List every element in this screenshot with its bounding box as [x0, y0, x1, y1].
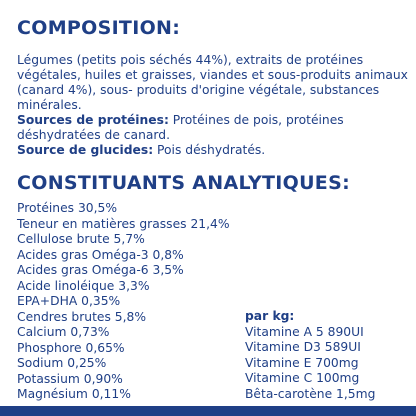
protein-sources	[17, 113, 409, 143]
glucide-source-label: Source de glucides:	[17, 143, 154, 157]
constituant-item: Acides gras Oméga-6 3,5%	[17, 263, 184, 277]
bottom-bar	[0, 406, 416, 416]
glucide-source	[17, 143, 409, 158]
constituant-item: Protéines 30,5%	[17, 201, 118, 215]
vitamin-item: Bêta-carotène 1,5mg	[245, 386, 376, 401]
vitamins-label: par kg:	[245, 309, 295, 323]
vitamin-item: Vitamine C 100mg	[245, 371, 360, 385]
constituants-list	[17, 201, 230, 403]
constituant-item: Phosphore 0,65%	[17, 340, 125, 355]
constituant-item: EPA+DHA 0,35%	[17, 294, 121, 308]
constituant-item: Sodium 0,25%	[17, 356, 107, 370]
constituant-item: Magnésium 0,11%	[17, 387, 131, 401]
constituant-item: Cellulose brute 5,7%	[17, 232, 145, 246]
constituant-item: Potassium 0,90%	[17, 371, 123, 386]
glucide-source-value: Pois déshydratés.	[153, 143, 266, 157]
constituant-item: Teneur en matières grasses 21,4%	[17, 216, 230, 231]
constituant-item: Calcium 0,73%	[17, 325, 110, 339]
ingredients-text: Légumes (petits pois séchés 44%), extraits de protéines végétales, huiles et graisses, viandes et sous-produits animaux (canard 4%), sous- produits d'origine végétale, substances minérales.	[17, 53, 408, 112]
constituants-heading: CONSTITUANTS ANALYTIQUES:	[17, 172, 350, 194]
composition-heading: COMPOSITION:	[17, 17, 181, 39]
protein-sources-value: Protéines de pois, protéines déshydratées de canard.	[17, 113, 344, 142]
constituant-item: Acide linoléique 3,3%	[17, 278, 150, 293]
vitamins-list	[245, 309, 375, 402]
constituant-item: Acides gras Oméga-3 0,8%	[17, 247, 184, 262]
vitamin-item: Vitamine E 700mg	[245, 355, 359, 370]
protein-sources-label: Sources de protéines:	[17, 113, 169, 127]
vitamin-item: Vitamine A 5 890UI	[245, 324, 364, 339]
constituant-item: Cendres brutes 5,8%	[17, 309, 147, 324]
vitamin-item: Vitamine D3 589UI	[245, 340, 361, 354]
composition-text	[17, 53, 409, 158]
